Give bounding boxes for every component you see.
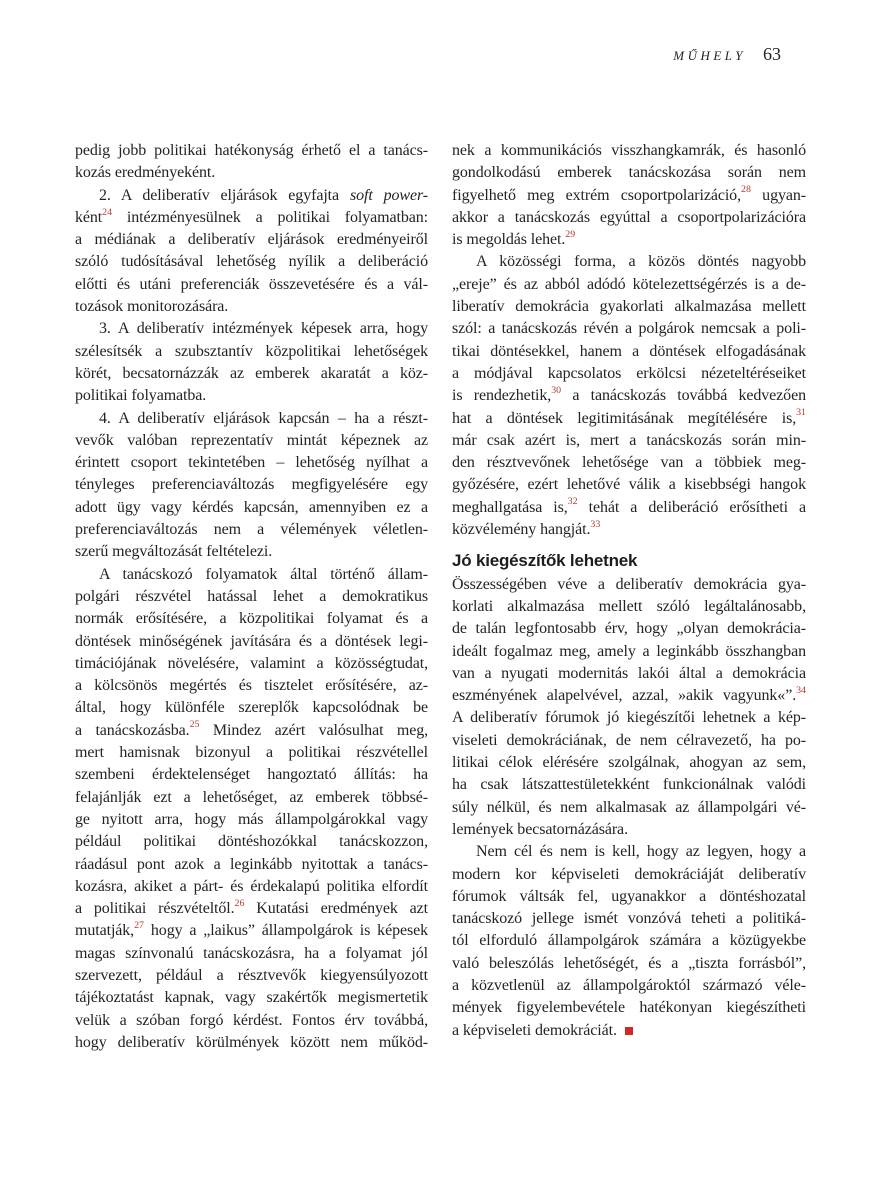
- text-line: gondolkodású emberek tanácskozása során nem: [452, 164, 806, 182]
- text-line: modern kor képviseleti demokráciáját deliberatív: [452, 865, 806, 883]
- text-line: hat a döntések legitimitásának megítélésére is,$^{31}$: [452, 407, 806, 427]
- left-column: [75, 140, 428, 1054]
- text-line: tényleges preferenciaváltozás megfigyelésére egy: [75, 476, 428, 494]
- text-line: tozások monitorozására.: [75, 298, 229, 316]
- text-line: meghallgatása is,$^{32}$ tehát a deliberáció erősítheti a: [452, 496, 806, 516]
- text-line: által, hogy különféle szereplők kapcsolódnak be: [75, 699, 428, 717]
- text-line: felajánlják ezt a lehetőséget, az emberek többsé-: [75, 788, 428, 806]
- text-line: velük a szóban forgó kérdést. Fontos érv továbbá,: [75, 1011, 428, 1029]
- text-line: hogy deliberatív körülmények között nem működ-: [75, 1033, 428, 1051]
- text-line: szembeni érdektelenséget hangoztató állítás: ha: [75, 766, 428, 784]
- text-line: való beleszólás lehetőségét, és a „tiszta forrásból”,: [452, 954, 806, 972]
- text-line: döntések minőségének javítására és a döntések legi-: [75, 632, 428, 650]
- text-line: politikai folyamatba.: [75, 387, 207, 405]
- section-heading: Jó kiegészítők lehetnek: [452, 551, 638, 571]
- text-line: szélesítsék a szubsztantív közpolitikai lehetőségek: [75, 342, 428, 360]
- footnote-ref: 28: [741, 184, 751, 196]
- text-line: van a nyugati modernitás lakói által a demokrácia: [452, 664, 806, 682]
- text-line: preferenciaváltozás nem a vélemények véletlen-: [75, 521, 428, 539]
- footnote-ref: 26: [234, 897, 245, 909]
- text-line: 2. A deliberatív eljárások egyfajta soft power-: [99, 186, 428, 204]
- footnote-ref: 30: [551, 384, 562, 396]
- text-line: A tanácskozó folyamatok által történő állam-: [99, 565, 428, 583]
- text-line: szervezett, például a résztvevők kiegyensúlyozott: [75, 966, 428, 984]
- text-line: de talán legfontosabb érv, hogy „olyan demokrácia-: [452, 620, 806, 638]
- text-line: A közösségi forma, a közös döntés nagyobb: [476, 253, 806, 271]
- text-line: körét, becsatornázzák az emberek akaratát a köz-: [75, 364, 428, 382]
- page-header: [673, 44, 781, 65]
- text-line: tikai döntésekkel, hanem a döntések elfogadásának: [452, 342, 806, 360]
- footnote-ref: 32: [567, 496, 578, 508]
- text-line: vevők valóban reprezentatív mintát képeznek az: [75, 431, 428, 449]
- article-end-mark-icon: [625, 1027, 633, 1035]
- text-line: a kölcsönös megértés és tisztelet erősítésére, az-: [75, 677, 428, 695]
- italic-phrase: soft power-: [349, 186, 428, 204]
- text-line: „ereje” és az abból adódó kötelezettségérzés is a de-: [452, 275, 806, 293]
- text-line: is megoldás lehet.$^{29}$: [452, 228, 576, 249]
- text-line: például politikai döntéshozókkal tanácskozzon,: [75, 833, 428, 851]
- text-line: eszményének alapelvével, azzal, »akik vagyunk«”.$^{34}$: [452, 684, 806, 705]
- text-line: is rendezhetik,$^{30}$ a tanácskozás továbbá kedvezően: [452, 384, 806, 405]
- text-line: tájékoztatást kapnak, vagy szakértők megismertetik: [75, 989, 428, 1007]
- text-line: a tanácskozásba.$^{25}$ Mindez azért valósulhat meg,: [75, 719, 428, 739]
- text-line: mert hamisnak bizonyul a politikai részvétellel: [75, 744, 428, 762]
- footnote-ref: 31: [796, 407, 806, 419]
- text-line: a közvetlenül az állampolgároktól származó véle-: [452, 976, 806, 994]
- footnote-ref: 29: [565, 228, 576, 240]
- text-line: már csak azért is, mert a tanácskozás során min-: [452, 431, 806, 449]
- text-line: ként$^{24}$ intézményesülnek a politikai folyamatban:: [75, 206, 428, 226]
- text-line: nek a kommunikációs visszhangkamrák, és hasonló: [452, 142, 806, 159]
- text-line: Összességében véve a deliberatív demokrácia gya-: [452, 575, 806, 593]
- text-line: akkor a tanácskozás egyúttal a csoportpolarizációra: [452, 208, 806, 226]
- text-line: figyelhető meg extrém csoportpolarizáció,$^{28}$ ugyan-: [452, 184, 806, 204]
- text-line: A deliberatív fórumok jó kiegészítői lehetnek a kép-: [452, 709, 806, 727]
- text-line: tól elforduló állampolgárok számára a közügyekbe: [452, 932, 806, 950]
- text-line: a médiának a deliberatív eljárások eredményeiről: [75, 231, 428, 249]
- text-line: mutatják,$^{27}$ hogy a „laikus” állampolgárok is képesek: [75, 920, 428, 940]
- text-line: győzésére, ezért lehetővé válik a kisebbségi hangok: [452, 476, 806, 494]
- text-line: magas színvonalú tanácskozásra, ha a folyamat jól: [75, 944, 428, 962]
- text-line: súly nélkül, és nem alkalmasak az állampolgári vé-: [452, 798, 806, 816]
- journal-section-title: MŰHELY: [673, 48, 746, 63]
- text-line: kozás eredményeként.: [75, 164, 216, 182]
- text-line: szól: a tanácskozás révén a polgárok nemcsak a poli-: [452, 320, 806, 338]
- text-line: polgári részvétel hatással lehet a demokratikus: [75, 587, 428, 605]
- text-line: a politikai részvételtől.$^{26}$ Kutatási eredmények azt: [75, 897, 428, 918]
- text-line: fórumok váltsák fel, ugyanakkor a döntéshozatal: [452, 887, 806, 905]
- footnote-ref: 24: [102, 206, 113, 218]
- text-line: Nem cél és nem is kell, hogy az legyen, hogy a: [476, 843, 806, 861]
- text-line: mények figyelembevétele hatékonyan kiegészítheti: [452, 999, 806, 1017]
- text-line: pedig jobb politikai hatékonyság érhető el a tanács-: [75, 142, 428, 159]
- text-line: ha csak látszattestületekként funkcionálnak valódi: [452, 776, 806, 794]
- text-line: a módjával kapcsolatos erkölcsi nézeteltéréseiket: [452, 364, 806, 382]
- content-columns: [75, 140, 806, 1054]
- text-line: szerű megváltozását feltételezi.: [75, 543, 273, 561]
- text-line: adott ügy vagy kérdés kapcsán, amennyiben ez a: [75, 498, 428, 516]
- footnote-ref: 25: [189, 719, 200, 731]
- text-line: 4. A deliberatív eljárások kapcsán – ha a részt-: [99, 409, 428, 427]
- text-line: előtti és utáni preferenciák összevetésére és a vál-: [75, 275, 428, 293]
- text-line: normák erősítésére, a közpolitikai folyamat és a: [75, 610, 428, 628]
- page-number: 63: [763, 44, 781, 64]
- text-line: kozásra, akiket a párt- és érdekalapú politika elfordít: [75, 877, 428, 895]
- text-line: viseleti demokráciának, de nem célravezető, ha po-: [452, 731, 806, 749]
- text-line: a képviseleti demokráciát.: [452, 1020, 806, 1042]
- text-line: tanácskozó jellege ismét vonzóvá teheti a politiká-: [452, 910, 806, 928]
- text-line: ideált fogalmaz meg, amely a leginkább összhangban: [452, 642, 806, 660]
- text-line: 3. A deliberatív intézmények képesek arra, hogy: [99, 320, 428, 338]
- text-line: ge nyitott arra, hogy más állampolgárokkal vagy: [75, 810, 428, 828]
- footnote-ref: 33: [590, 518, 601, 530]
- text-line: szóló tudósításával lehetőség nyílik a deliberáció: [75, 253, 428, 271]
- text-line: korlati alkalmazása mellett szóló legáltalánosabb,: [452, 597, 806, 615]
- footnote-ref: 34: [796, 684, 806, 696]
- text-line: érintett csoport tekintetében – lehetőség nyílhat a: [75, 454, 428, 472]
- text-line: ráadásul pont azok a leginkább nyitottak a tanács-: [75, 855, 428, 873]
- footnote-ref: 27: [134, 920, 144, 932]
- text-line: liberatív demokrácia gyakorlati alkalmazása mellett: [452, 298, 806, 316]
- right-column: [452, 140, 806, 1054]
- text-line: lemények becsatornázására.: [452, 820, 628, 838]
- text-line: litikai célok elérésére szolgálnak, ahogyan az sem,: [452, 754, 806, 772]
- text-line: timációjának növelésére, valamint a közösségtudat,: [75, 654, 428, 672]
- text-line: den résztvevőnek lehetősége van a többiek meg-: [452, 454, 806, 472]
- text-line: közvélemény hangját.$^{33}$: [452, 518, 601, 539]
